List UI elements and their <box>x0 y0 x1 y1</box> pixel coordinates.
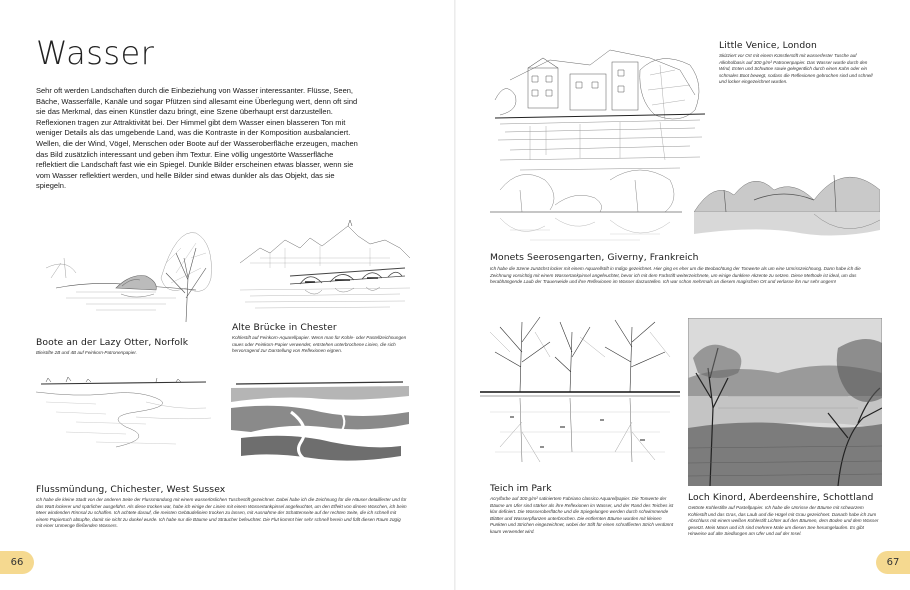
caption-title-fluss: Flussmündung, Chichester, West Sussex <box>36 484 226 495</box>
page-gutter <box>454 0 456 590</box>
caption-title-loch: Loch Kinord, Aberdeenshire, Schottland <box>688 492 874 503</box>
sketch-flussmuendung-pencil <box>36 372 216 454</box>
page-title: Wasser <box>36 34 155 72</box>
caption-text-teich: Acrylfarbe auf 300 g/m² satiniertem Fabriano classico Aquarellpapier. Die Tonwerte der Bäume am Ufer sind stärker als ihre Reflexionen im Wasser, und der Rand des Teiches ist klar definiert. Die Wasseroberfläche und die Spiegelungen werden durch schwimmende Blätter und Wasserpflanzen unterbrochen. Die entfernten Bäume wurden mit kleinen Punkten und Strichen eingezeichnet, wobei der Stift für einen schraffierten Strich verdünnt kaum verwendet wird. <box>490 496 674 534</box>
caption-title-monet: Monets Seerosengarten, Giverny, Frankreich <box>490 252 699 263</box>
sketch-teich-im-park <box>480 312 680 474</box>
sketch-boote-lazy-otter <box>36 218 221 330</box>
sketch-monet-wash <box>694 160 880 248</box>
caption-title-bruecke: Alte Brücke in Chester <box>232 322 337 333</box>
sketch-loch-kinord <box>688 318 882 486</box>
sketch-flussmuendung-wash <box>231 372 409 472</box>
caption-title-venice: Little Venice, London <box>719 40 817 51</box>
caption-text-loch: Getönte Kohlestifte auf Pastellpapier. Ich habe die Umrisse der Bäume mit schwarzem Kohlestift und das Gras, das Laub und die Hügel mit Grau gezeichnet. Danach habe ich zum Abschluss mit einem weißen Kohlestift Lichter auf den Bäumen, dem Boden und dem Wasser gesetzt. Mein Mann und ich sind mehrere Male um diesen See herumgelaufen. Es gibt Hinweise auf alte Siedlungen am Ufer und auf der Insel. <box>688 505 879 537</box>
caption-text-venice: Skizziert vor Ort mit einem Künstlerstift mit wasserfester Tusche auf Alkoholbasis auf 300 g/m² Patronenpapier. Das Wasser wurde durch den Wind, Enten und Schwäne sowie gelegentlich durch einen Kahn oder ein schmales Boot bewegt, sodass die Reflexionen gebrochen sind und schnell und locker eingezeichnet wurden. <box>719 53 873 85</box>
page-number-left: 66 <box>0 551 34 574</box>
caption-title-teich: Teich im Park <box>490 483 552 494</box>
caption-text-boote: Bleistifte 2B und 4B auf Feinkorn-Patronenpapier. <box>36 350 137 355</box>
caption-text-monet: Ich habe die Szene zunächst locker mit einem Aquarellstift in Indigo gezeichnet. Hier ging es eher um die Beobachtung der Tonwerte als um eine Umrisszeichnung. Dann habe ich die Zeichnung vorsichtig mit einem Wassertankpinsel angefeuchtet, bevor ich mit dem Farbstift weiterzeichnete, um einige dunklere Akzente zu setzen. Diese Methode ist ideal, um das herabhängende Laub der Trauerweide und ihre Reflexionen im Wasser darzustellen. Ich war schon mehrmals an diesem magischen Ort und verlasse ihn nur sehr ungern! <box>490 266 861 285</box>
sketch-monet-pencil <box>490 160 682 248</box>
page-number-right: 67 <box>876 551 910 574</box>
caption-text-fluss: Ich habe die kleine Stadt von der anderen Seite der Flussmündung mit einem wasserlöslichen Tuschestift gezeichnet. Dabei habe ich die Zeichnung für die Häuser detaillierter und für das Watt lockerer und spärlicher ausgeführt. Als diese trocken war, habe ich einige der Linien mit einem Wassertankpinsel angefeuchtet, um den Effekt von dinnen Waschen, ich beim Meer windenden Rinnsal zu schaffen. Ich achtete darauf, die meisten Gebäudelinien trocken zu lassen, mit Ausnahme der Schattenseite auf der rechten Seite, die ich schnell mit einem Papiertuch abtupfte, damit sie nicht zu dunkel wurde. Ich habe nur die Bäume und Sträucher befeuchtet. Die Flut kommt hier sehr schnell herein und füllt diesen Raum zügig mit einer Unmenge fließenden Wassers. <box>36 497 407 529</box>
intro-text: Sehr oft werden Landschaften durch die Einbeziehung von Wasser interessanter. Flüsse, Seen, Bäche, Wasserfälle, Kanäle und sogar Pfützen sind allesamt eine Überlegung wert, denn oft sind sie das Merkmal, das einen Künstler dazu bringt, eine Szene überhaupt erst darzustellen. Reflexionen tragen zur Attraktivität bei. Der Himmel gibt dem Wasser einen blasseren Ton mit weniger Details als das umgebende Land, was die Kontraste in der Komposition ausbalanciert. Wellen, die der Wind, Vögel, Menschen oder Boote auf der Wasseroberfläche erzeugen, machen das Bild zusätzlich interessant und geben ihm Textur. Eine völlig ungestörte Wasserfläche reflektiert die Landschaft fast wie ein Spiegel. Dunkle Bilder erscheinen etwas blasser, wenn sie vom Wasser reflektiert werden, und helle Bilder sind etwas dunkler als das Objekt, das sie spiegeln. <box>36 86 358 191</box>
sketch-alte-bruecke <box>230 218 415 318</box>
caption-text-bruecke: Kohlestift auf Feinkorn-Aquarellpapier. Wenn man für Kohle- oder Pastellzeichnungen raues oder Feinkorn-Papier verwendet, entstehen unterbrochene Linien, die sich hervorragend zur Darstellung von Reflexionen eignen. <box>232 335 407 354</box>
caption-title-boote: Boote an der Lazy Otter, Norfolk <box>36 337 189 348</box>
